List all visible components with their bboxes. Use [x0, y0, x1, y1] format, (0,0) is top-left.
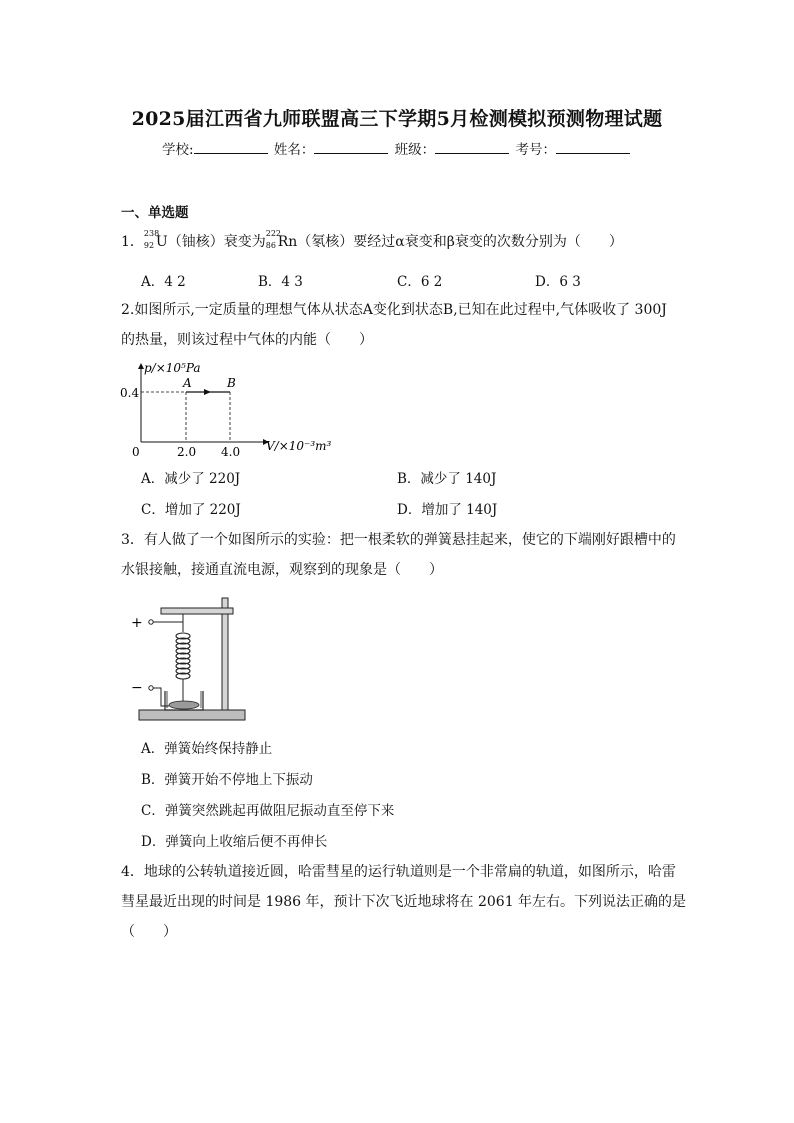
- q1-option-c[interactable]: C．6 2: [397, 274, 443, 290]
- negative-terminal: [149, 686, 153, 690]
- negative-sign: −: [131, 680, 143, 696]
- support-post: [222, 598, 228, 710]
- question-4-line1: 4．地球的公转轨道接近圆，哈雷彗星的运行轨道则是一个非常扁的轨道，如图所示，哈雷: [121, 864, 676, 880]
- question-4-line2: 彗星最近出现的时间是 1986 年，预计下次飞近地球将在 2061 年左右。下列说法正确的是: [121, 894, 687, 910]
- q3-option-d[interactable]: D．弹簧向上收缩后便不再伸长: [141, 834, 328, 850]
- school-label: 学校:: [162, 142, 194, 158]
- radon-symbol: Rn: [277, 234, 298, 250]
- class-label: 班级：: [394, 142, 436, 158]
- name-blank[interactable]: [314, 141, 388, 154]
- section-heading: 一、单选题: [121, 205, 189, 221]
- q1-option-a[interactable]: A．4 2: [141, 274, 186, 290]
- positive-sign: +: [131, 615, 143, 631]
- pv-graph: [118, 358, 348, 462]
- question-2-line1: 2.如图所示,一定质量的理想气体从状态A变化到状态B,已知在此过程中,气体吸收了 300J: [121, 302, 667, 318]
- uranium-atomic-number: 92: [143, 241, 155, 250]
- exam-no-blank[interactable]: [556, 141, 630, 154]
- point-a-label: A: [183, 376, 192, 390]
- apparatus-base: [139, 710, 245, 720]
- spring-mercury-apparatus: [125, 594, 250, 724]
- q3-option-a[interactable]: A．弹簧始终保持静止: [141, 741, 273, 757]
- question-1-number: 1．: [121, 234, 144, 250]
- question-3-line1: 3．有人做了一个如图所示的实验：把一根柔软的弹簧悬挂起来，使它的下端刚好跟槽中的: [121, 532, 676, 548]
- q2-option-d[interactable]: D．增加了 140J: [397, 502, 498, 518]
- school-blank[interactable]: [194, 141, 268, 154]
- uranium-mass-number: 238: [143, 229, 160, 238]
- question-4-line3: （ ）: [121, 924, 177, 940]
- q2-option-a[interactable]: A．减少了 220J: [141, 471, 241, 487]
- uranium-name: （铀核）衰变为: [167, 234, 266, 250]
- point-b-label: B: [227, 376, 236, 390]
- process-arrow: [204, 389, 211, 395]
- question-1-text: [121, 229, 623, 252]
- uranium-nuclide: [143, 229, 160, 250]
- uranium-symbol: U: [155, 234, 168, 250]
- exam-no-label: 考号：: [515, 142, 556, 158]
- q3-option-c[interactable]: C．弹簧突然跳起再做阻尼振动直至停下来: [141, 803, 395, 819]
- q2-option-c[interactable]: C．增加了 220J: [141, 502, 241, 518]
- x-axis-label: V/×10⁻³m³: [266, 439, 332, 453]
- y-tick-label: 0.4: [120, 386, 140, 400]
- question-2-line2: 的热量，则该过程中气体的内能（ ）: [121, 332, 373, 348]
- question-3-line2: 水银接触，接通直流电源，观察到的现象是（ ）: [121, 562, 443, 578]
- y-axis-label: p/×10⁵Pa: [144, 361, 201, 375]
- class-blank[interactable]: [435, 141, 509, 154]
- q2-option-b[interactable]: B．减少了 140J: [397, 471, 497, 487]
- question-1-tail: （氡核）要经过α衰变和β衰变的次数分别为（ ）: [297, 234, 623, 250]
- q3-option-b[interactable]: B．弹簧开始不停地上下振动: [141, 772, 313, 788]
- radon-nuclide: [265, 229, 282, 250]
- student-info-row: [0, 138, 794, 158]
- x-tick-label-2: 4.0: [221, 445, 241, 459]
- q1-option-b[interactable]: B．4 3: [258, 274, 303, 290]
- page-title: 2025届江西省九师联盟高三下学期5月检测模拟预测物理试题: [131, 108, 663, 130]
- radon-mass-number: 222: [265, 229, 282, 238]
- positive-terminal: [149, 620, 153, 624]
- q1-option-d[interactable]: D．6 3: [535, 274, 581, 290]
- x-tick-label-1: 2.0: [177, 445, 197, 459]
- spring-coil: [176, 633, 190, 679]
- name-label: 姓名：: [273, 142, 315, 158]
- origin-label: 0: [132, 445, 140, 459]
- radon-atomic-number: 86: [265, 241, 276, 250]
- support-arm: [161, 608, 233, 614]
- mercury-pool: [169, 701, 199, 709]
